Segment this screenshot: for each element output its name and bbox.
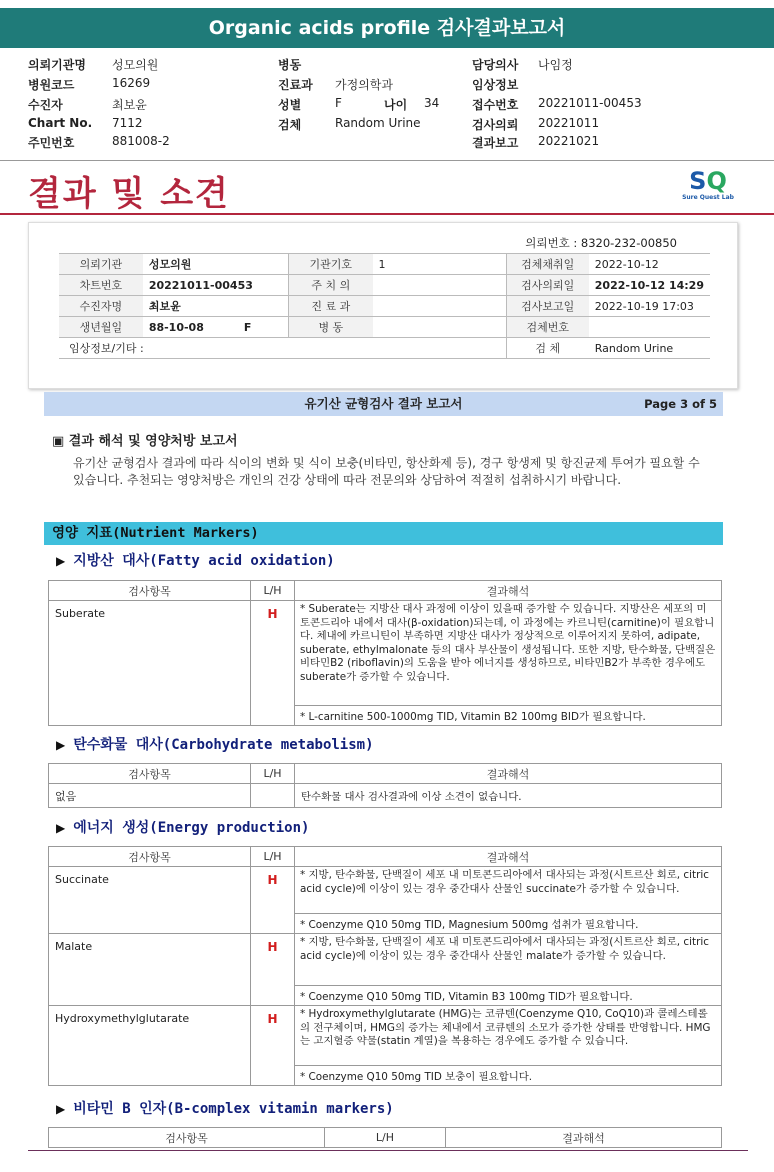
interpretation-body: 유기산 균형검사 결과에 따라 식이의 변화 및 식이 보충(비타민, 항산화제 등), 경구 항생제 및 항진균제 투여가 필요할 수 있습니다. 추천되는 영양처방은 개인의 건강 상태에 따라 전문의와 상담하여 적절히 섭취하시기 바랍니다. — [73, 456, 700, 487]
lab-logo: SQ Sure Quest Lab — [682, 167, 734, 201]
header-label: Chart No. — [28, 116, 93, 130]
test-item: Hydroxymethylglutarate — [49, 1006, 251, 1086]
header-value: 최보윤 — [112, 98, 147, 112]
test-item: Malate — [49, 934, 251, 1006]
header-value: 성모의원 — [112, 58, 159, 72]
age-value: 34 — [424, 96, 440, 110]
header-value: 20221021 — [538, 134, 600, 148]
flag-high: H — [251, 934, 295, 1006]
result-desc: 탄수화물 대사 검사결과에 이상 소견이 없습니다. — [295, 784, 722, 808]
header-value: 20221011 — [538, 116, 600, 130]
test-item: 없음 — [49, 784, 251, 808]
prescription: * Coenzyme Q10 50mg TID, Magnesium 500mg 섭취가 필요합니다. — [295, 914, 722, 934]
header-label: 진료과 — [278, 78, 313, 92]
header-label: 병동 — [278, 58, 302, 72]
report-title-bar — [0, 8, 774, 48]
result-desc: * Suberate는 지방산 대사 과정에 이상이 있을때 증가할 수 있습니다. 지방산은 세포의 미토콘드리아 내에서 대사(β-oxidation)되는데, 이 과정에는 카르니틴(carnitine)이 필요합니다. 체내에 카르니틴이 부족하면 지방산 대사가 정상적으로 이루어지지 못하여, adipate, suberate, ethylmalonate 등의 대사 부산물이 생성됩니다. 또한 지방, 탄수화물, 단백질은 비타민B2 (riboflavin)의 도움을 받아 에너지를 생성하므로, 비타민B2가 부족한 경우에도 suberate가 증가할 수 있습니다. — [295, 601, 722, 706]
interpretation-heading: ▣ 결과 해석 및 영양처방 보고서 — [52, 434, 238, 449]
flag-high: H — [251, 601, 295, 726]
header-label: 결과보고 — [472, 136, 519, 150]
header-value: 16269 — [112, 76, 151, 90]
request-info-table: 의뢰기관 성모의원 기관기호 1 검체채취일 2022-10-12 차트번호 20221011-00453 주 치 의 검사의뢰일 2022-10-12 14:29 수진자명 최보윤 진 료 과 검사보고일 2022-10-19 17:03 생년월일 88-10-08 F 병 동 검체번호 임상정보/기타 : 검 체 Random Urine — [59, 253, 710, 359]
header-label: 성별 — [278, 98, 302, 112]
header-value: Random Urine — [335, 116, 421, 130]
result-desc: * Hydroxymethylglutarate (HMG)는 코큐텐(Coenzyme Q10, CoQ10)과 콜레스테롤의 전구체이며, HMG의 증가는 체내에서 코큐텐의 소모가 증가한 상태를 반영합니다. HMG는 고지혈증 약물(statin 계열)을 복용하는 경우에도 증가할 수 있습니다. — [295, 1006, 722, 1066]
header-value: 20221011-00453 — [538, 96, 642, 110]
test-item: Suberate — [49, 601, 251, 726]
header-value: F — [335, 96, 342, 110]
nutrient-markers-bar: 영양 지표(Nutrient Markers) — [44, 522, 723, 545]
report-title: Organic acids profile 검사결과보고서 — [208, 17, 566, 39]
test-item: Succinate — [49, 867, 251, 934]
subsection-title: ▶ 지방산 대사(Fatty acid oxidation) — [56, 553, 335, 569]
result-desc: * 지방, 탄수화물, 단백질이 세포 내 미토콘드리아에서 대사되는 과정(시트르산 회로, citric acid cycle)에 이상이 있는 경우 중간대사 산물인 succinate가 증가할 수 있습니다. — [295, 867, 722, 914]
header-value: 나임정 — [538, 58, 573, 72]
header-label: 접수번호 — [472, 98, 519, 112]
prescription: * L-carnitine 500-1000mg TID, Vitamin B2 100mg BID가 필요합니다. — [295, 706, 722, 726]
prescription: * Coenzyme Q10 50mg TID, Vitamin B3 100mg TID가 필요합니다. — [295, 986, 722, 1006]
prescription: * Coenzyme Q10 50mg TID 보충이 필요합니다. — [295, 1066, 722, 1086]
header-label: 담당의사 — [472, 58, 519, 72]
header-label: 병원코드 — [28, 78, 75, 92]
divider — [0, 160, 774, 161]
divider — [0, 213, 774, 215]
header-label: 의뢰기관명 — [28, 58, 86, 72]
header-value: 가정의학과 — [335, 78, 393, 92]
result-table: 검사항목 L/H 결과해석 없음 탄수화물 대사 검사결과에 이상 소견이 없습니다. — [48, 763, 722, 808]
subsection-title: ▶ 비타민 B 인자(B-complex vitamin markers) — [56, 1101, 394, 1117]
header-value: 7112 — [112, 116, 143, 130]
header-label: 수진자 — [28, 98, 63, 112]
divider — [28, 1150, 748, 1151]
result-table: 검사항목 L/H 결과해석 Succinate H * 지방, 탄수화물, 단백질이 세포 내 미토콘드리아에서 대사되는 과정(시트르산 회로, citric acid cycle)에 이상이 있는 경우 중간대사 산물인 succinate가 증가할 수 있습니다. * Coenzyme Q10 50mg TID, Magnesium 500mg 섭취가 필요합니다. Malate H * 지방, 탄수화물, 단백질이 세포 내 미토콘드리아에서 대사되는 과정(시트르산 회로, citric acid cycle)에 이상이 있는 경우 중간대사 산물인 malate가 증가할 수 있습니다. * Coenzyme Q10 50mg TID, Vitamin B3 100mg TID가 필요합니다. Hydroxymethylglutarate H * Hydroxymethylglutarate (HMG)는 코큐텐(Coenzyme Q10, CoQ10)과 콜레스테롤의 전구체이며, HMG의 증가는 체내에서 코큐텐의 소모가 증가한 상태를 반영합니다. HMG는 고지혈증 약물(statin 계열)을 복용하는 경우에도 증가할 수 있습니다. * Coenzyme Q10 50mg TID 보충이 필요합니다. — [48, 846, 722, 1086]
result-desc: * 지방, 탄수화물, 단백질이 세포 내 미토콘드리아에서 대사되는 과정(시트르산 회로, citric acid cycle)에 이상이 있는 경우 중간대사 산물인 malate가 증가할 수 있습니다. — [295, 934, 722, 986]
request-number: 의뢰번호 : 8320-232-00850 — [525, 236, 677, 250]
result-table: 검사항목 L/H 결과해석 Suberate H * Suberate는 지방산 대사 과정에 이상이 있을때 증가할 수 있습니다. 지방산은 세포의 미토콘드리아 내에서 대사(β-oxidation)되는데, 이 과정에는 카르니틴(carnitine)이 필요합니다. 체내에 카르니틴이 부족하면 지방산 대사가 정상적으로 이루어지지 못하여, adipate, suberate, ethylmalonate 등의 대사 부산물이 생성됩니다. 또한 지방, 탄수화물, 단백질은 비타민B2 (riboflavin)의 도움을 받아 에너지를 생성하므로, 비타민B2가 부족한 경우에도 suberate가 증가할 수 있습니다. * L-carnitine 500-1000mg TID, Vitamin B2 100mg BID가 필요합니다. — [48, 580, 722, 726]
header-label: 임상정보 — [472, 78, 519, 92]
age-label: 나이 — [384, 98, 408, 112]
header-label: 검사의뢰 — [472, 118, 519, 132]
subsection-title: ▶ 탄수화물 대사(Carbohydrate metabolism) — [56, 737, 374, 753]
report-band — [44, 392, 723, 416]
subsection-title: ▶ 에너지 생성(Energy production) — [56, 820, 310, 836]
report-band-title: 유기산 균형검사 결과 보고서 — [304, 396, 463, 411]
request-info-box — [28, 222, 738, 389]
section-title: 결과 및 소견 — [28, 174, 230, 214]
flag-high: H — [251, 867, 295, 934]
header-value: 881008-2 — [112, 134, 170, 148]
result-table: 검사항목 L/H 결과해석 — [48, 1127, 722, 1148]
flag — [251, 784, 295, 808]
flag-high: H — [251, 1006, 295, 1086]
patient-header — [0, 54, 774, 158]
header-label: 주민번호 — [28, 136, 75, 150]
page-indicator: Page 3 of 5 — [644, 397, 717, 411]
header-label: 검체 — [278, 118, 302, 132]
